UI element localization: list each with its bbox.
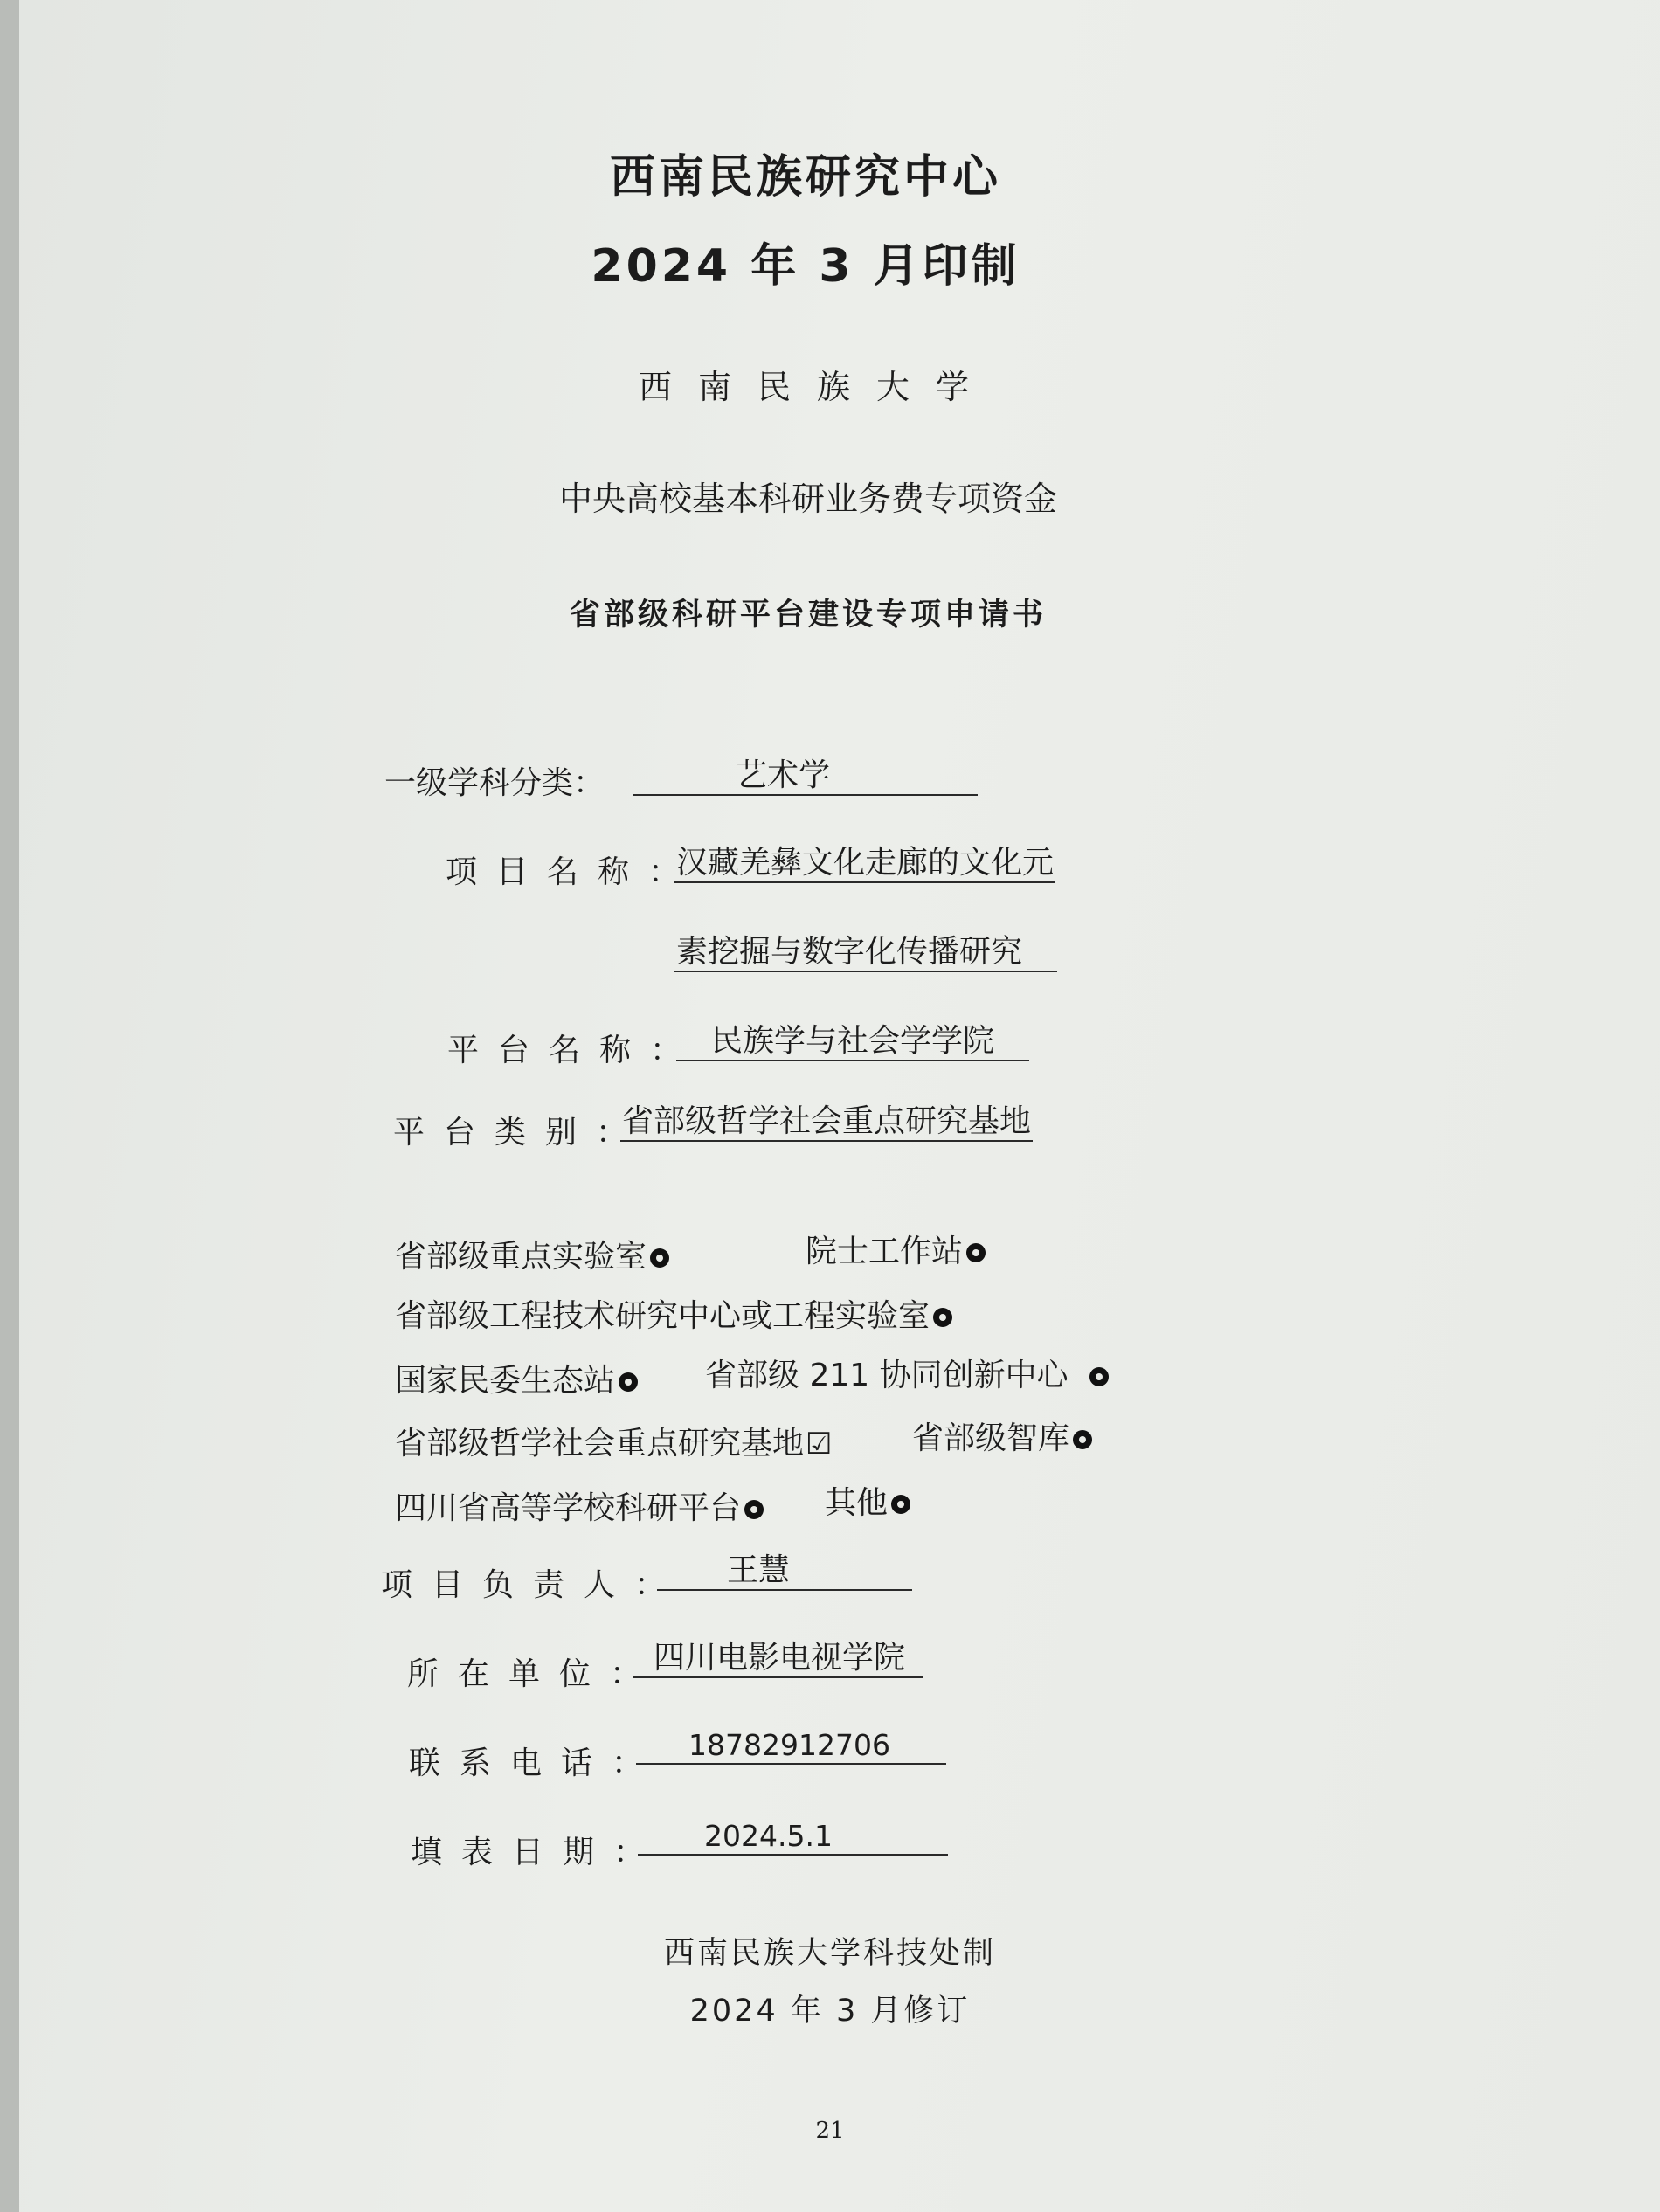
- platform-name-label: 平台名称：: [447, 1033, 702, 1068]
- option-key-lab[interactable]: [395, 1232, 669, 1276]
- platform-category-label: 平台类别：: [393, 1115, 647, 1151]
- option-innovation-center[interactable]: [705, 1351, 1109, 1395]
- platform-category-field[interactable]: [620, 1103, 1033, 1142]
- option-label: 四川省高等学校科研平台: [395, 1490, 742, 1526]
- project-name-field[interactable]: [674, 844, 1055, 883]
- unselected-circle-icon[interactable]: [619, 1372, 638, 1392]
- option-label: 省部级智库: [912, 1421, 1070, 1456]
- unselected-circle-icon[interactable]: [1073, 1430, 1092, 1449]
- fill-date-value: 2024.5.1: [638, 1819, 948, 1856]
- project-name-label: 项目名称：: [446, 854, 700, 890]
- platform-name-field[interactable]: [676, 1022, 1029, 1061]
- document-page: [19, 0, 1660, 2212]
- unselected-circle-icon[interactable]: [650, 1248, 669, 1268]
- fill-date-label: 填表日期：: [411, 1835, 665, 1870]
- application-title: 省部级科研平台建设专项申请书: [569, 598, 1048, 632]
- option-label: 省部级重点实验室: [395, 1239, 647, 1275]
- option-think-tank[interactable]: [912, 1414, 1092, 1458]
- printed-date: 2024 年 3 月印制: [591, 240, 1020, 293]
- discipline-field[interactable]: [633, 757, 978, 796]
- fill-date-field[interactable]: [638, 1819, 948, 1856]
- phone-field[interactable]: [636, 1728, 946, 1765]
- binding-edge: [0, 0, 19, 2212]
- project-leader-field[interactable]: [657, 1552, 912, 1591]
- page-number: 21: [815, 2118, 845, 2144]
- option-sichuan-platform[interactable]: [395, 1483, 764, 1528]
- option-label: 国家民委生态站: [395, 1363, 616, 1399]
- option-engineering-center[interactable]: [395, 1291, 952, 1336]
- option-label: 其他: [825, 1485, 889, 1521]
- option-other[interactable]: [825, 1478, 910, 1523]
- option-academician-station[interactable]: [806, 1227, 986, 1271]
- project-leader-value: 王慧: [657, 1552, 912, 1591]
- project-name-value-line2: 素挖掘与数字化传播研究: [674, 933, 1057, 972]
- phone-label: 联系电话：: [409, 1745, 663, 1781]
- platform-name-value: 民族学与社会学学院: [676, 1022, 1029, 1061]
- unselected-circle-icon[interactable]: [1089, 1367, 1109, 1386]
- fund-title: 中央高校基本科研业务费专项资金: [558, 480, 1058, 518]
- unselected-circle-icon[interactable]: [891, 1495, 910, 1514]
- revised-date: 2024 年 3 月修订: [689, 1994, 971, 2029]
- option-label: 省部级哲学社会重点研究基地: [395, 1426, 805, 1462]
- discipline-value: 艺术学: [633, 757, 978, 796]
- unit-value: 四川电影电视学院: [633, 1639, 923, 1678]
- option-label: 省部级工程技术研究中心或工程实验室: [395, 1298, 930, 1334]
- unselected-circle-icon[interactable]: [744, 1500, 764, 1519]
- option-label: 院士工作站: [806, 1234, 964, 1269]
- platform-category-value: 省部级哲学社会重点研究基地: [620, 1103, 1033, 1142]
- project-name-value-line1: 汉藏羌彝文化走廊的文化元: [674, 844, 1055, 883]
- option-ecology-station[interactable]: [395, 1356, 638, 1400]
- option-philosophy-base[interactable]: [395, 1419, 833, 1463]
- discipline-label: 一级学科分类：: [384, 765, 605, 801]
- university-name: 西南民族大学: [638, 368, 996, 406]
- option-label: 省部级 211 协同创新中心: [705, 1358, 1069, 1393]
- unit-label: 所在单位：: [407, 1656, 661, 1692]
- unselected-circle-icon[interactable]: [933, 1308, 952, 1327]
- project-leader-label: 项目负责人：: [381, 1567, 686, 1603]
- unit-field[interactable]: [633, 1639, 923, 1678]
- issuer-text: 西南民族大学科技处制: [663, 1936, 997, 1971]
- checked-box-icon[interactable]: ☑: [806, 1427, 833, 1462]
- unselected-circle-icon[interactable]: [966, 1243, 986, 1262]
- project-name-field-cont[interactable]: [674, 933, 1057, 972]
- phone-value: 18782912706: [636, 1728, 946, 1765]
- research-center-title: 西南民族研究中心: [609, 151, 1002, 204]
